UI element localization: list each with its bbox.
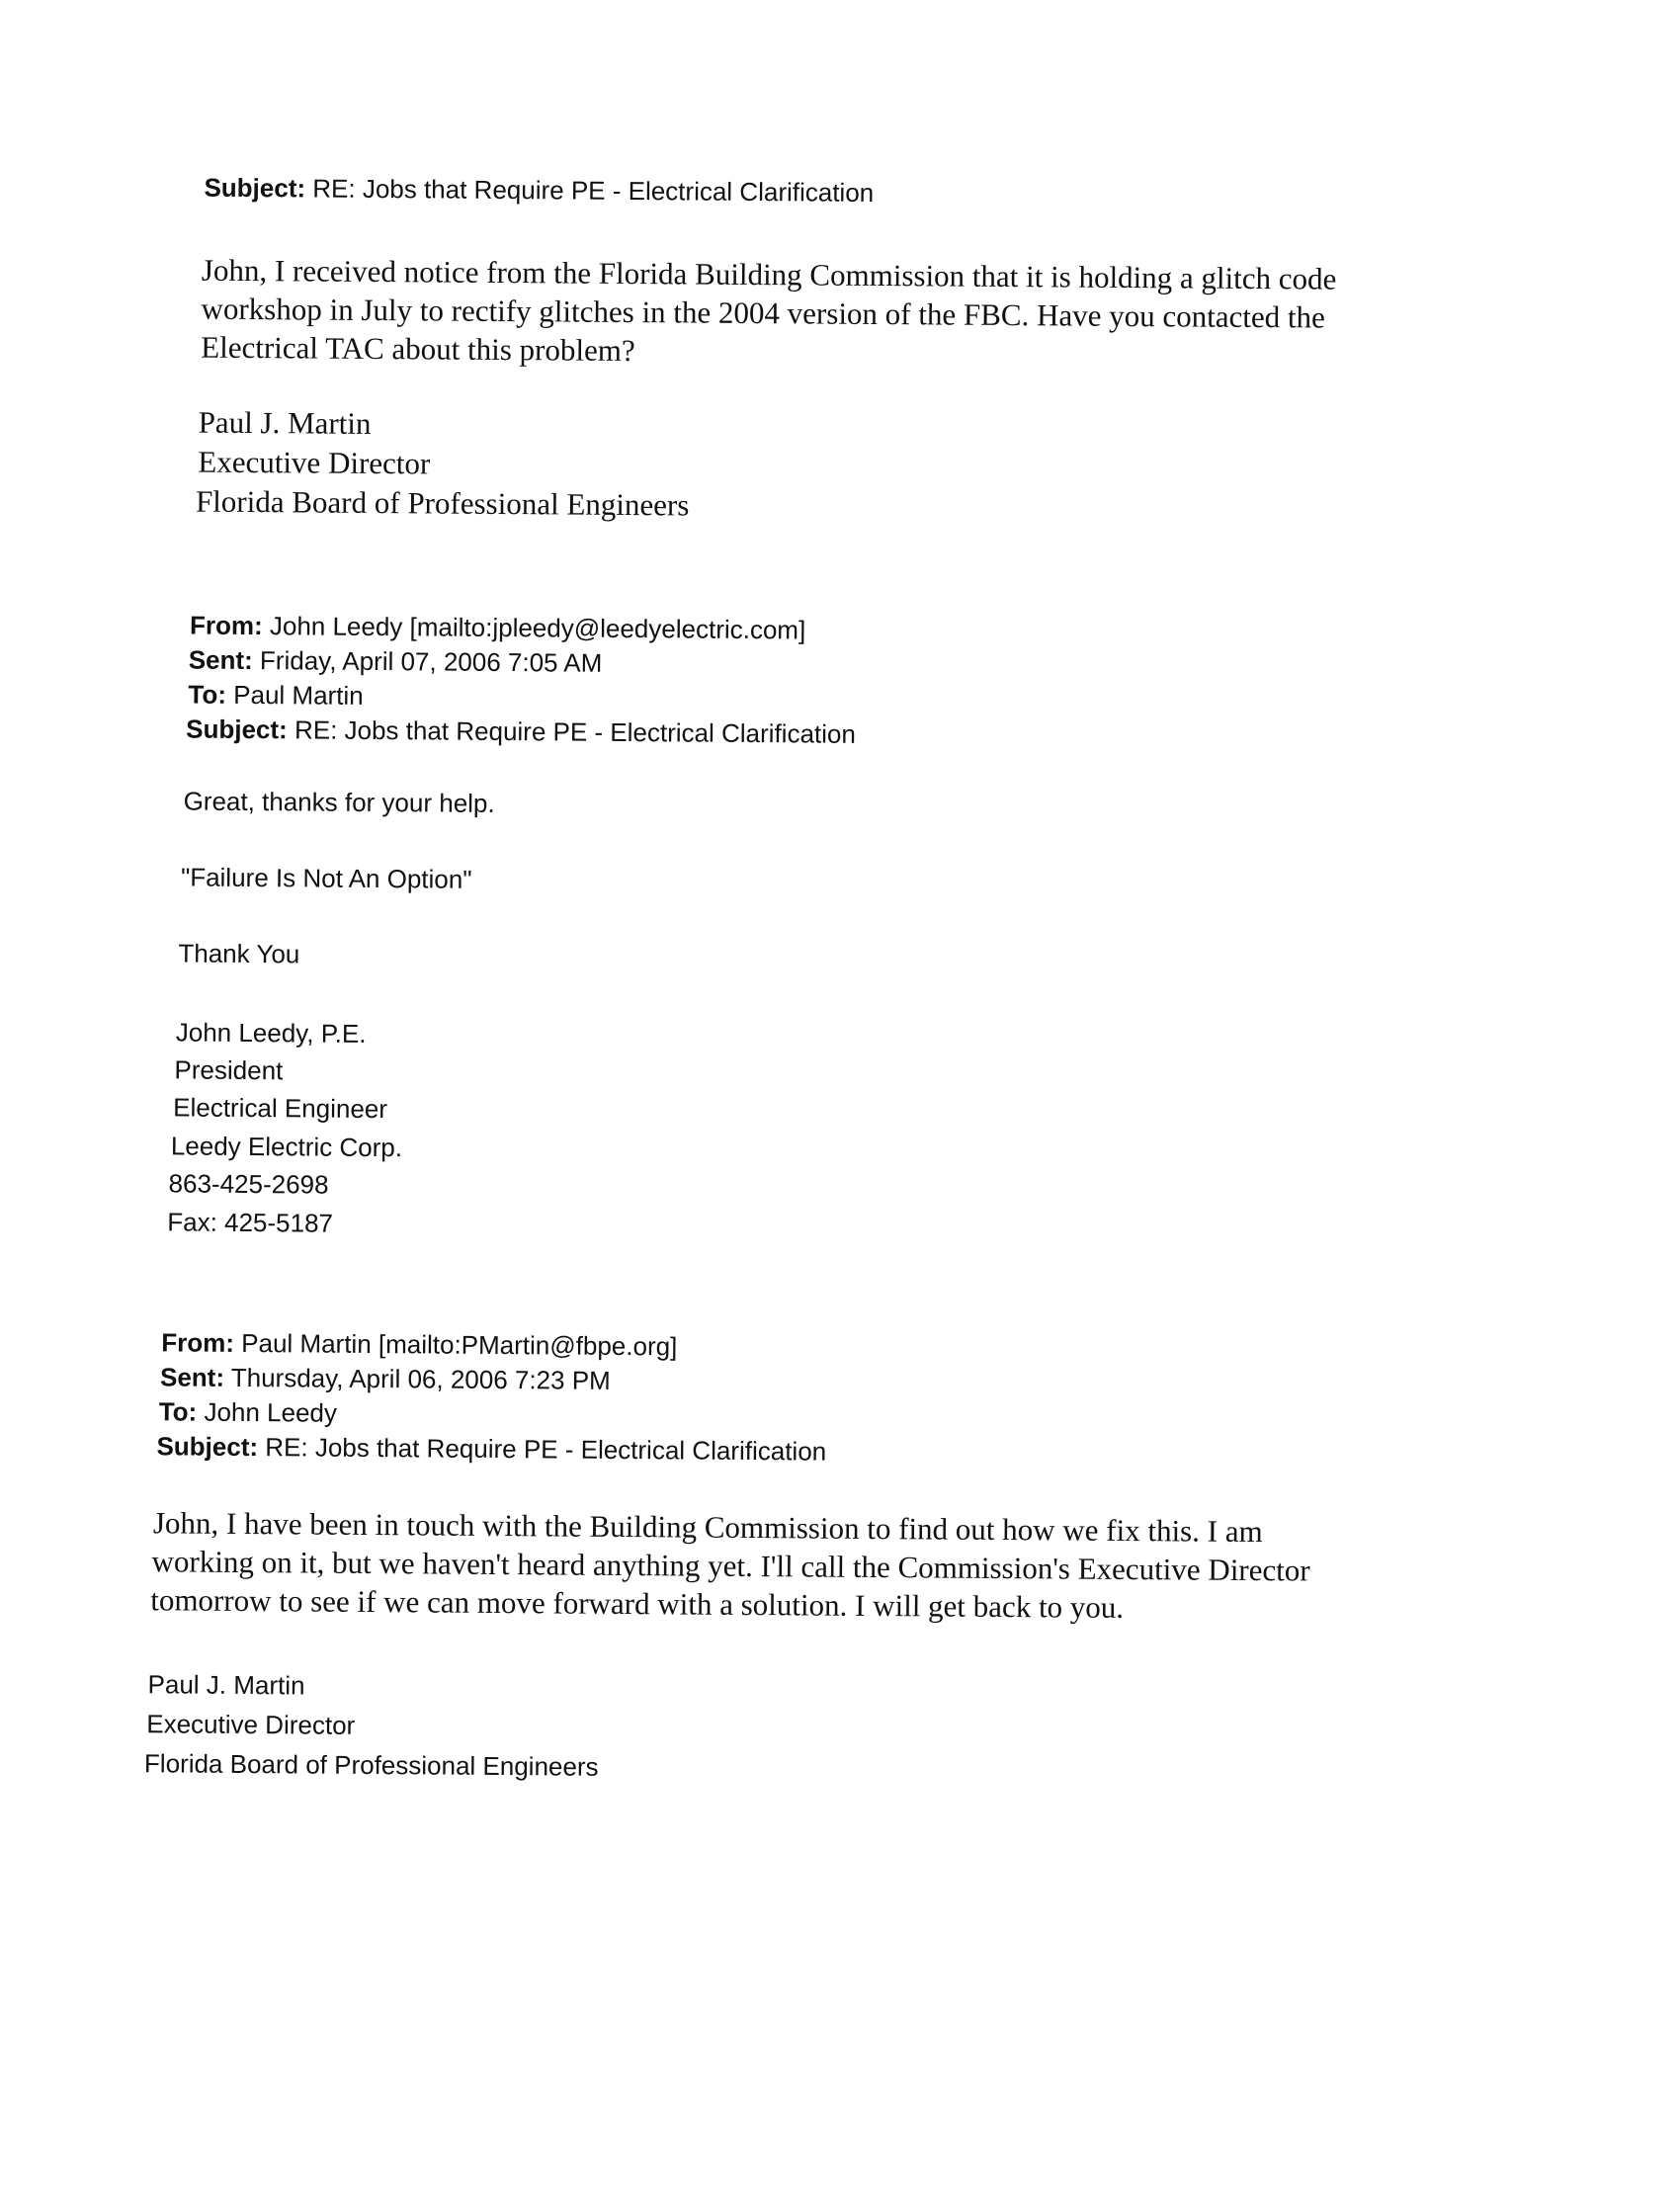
body-line: tomorrow to see if we can move forward with a solution. I will get back to you. [150,1582,1125,1625]
sent-label: Sent: [159,1362,225,1392]
signature-line: Paul J. Martin [147,1669,305,1701]
signature-line: Florida Board of Professional Engineers [143,1748,599,1782]
from-line [189,610,806,645]
signature-line: Fax: 425-5187 [167,1207,334,1238]
sent-line [188,644,603,678]
subject-value: RE: Jobs that Require PE - Electrical Clarification [312,173,875,208]
body-line: "Failure Is Not An Option" [180,862,472,894]
to-label: To: [158,1396,198,1427]
signature-line: Electrical Engineer [173,1092,388,1125]
body-line: Thank You [178,938,300,969]
subject-label: Subject: [156,1431,259,1463]
signature-line: John Leedy, P.E. [175,1017,367,1049]
sent-value: Friday, April 07, 2006 7:05 AM [259,645,603,678]
to-line [158,1396,338,1428]
body-line: Electrical TAC about this problem? [201,329,635,369]
subject-value: RE: Jobs that Require PE - Electrical Clarification [294,715,857,749]
body-line: Great, thanks for your help. [183,786,495,818]
subject-line [186,716,856,747]
body-line: working on it, but we haven't heard anything yet. I'll call the Commission's Executive Director [151,1544,1310,1588]
body-line: John, I have been in touch with the Building Commission to find out how we fix this. I am [152,1505,1263,1550]
subject-value: RE: Jobs that Require PE - Electrical Clarification [265,1432,827,1467]
sent-value: Thursday, April 06, 2006 7:23 PM [230,1362,611,1395]
signature-line: President [174,1054,284,1086]
from-value: John Leedy [mailto:jpleedy@leedyelectric.com] [269,611,806,645]
signature-line: Paul J. Martin [198,404,372,441]
email-1 [0,0,1680,523]
from-label: From: [189,610,263,641]
to-value: Paul Martin [233,679,364,711]
sent-label: Sent: [188,644,253,676]
to-value: John Leedy [204,1396,338,1428]
body-line: workshop in July to rectify glitches in the 2004 version of the FBC. Have you contacted the [201,291,1325,335]
signature-line: Executive Director [146,1709,356,1740]
to-line [188,679,364,711]
subject-line [204,172,875,208]
to-label: To: [188,679,227,710]
signature-line: Leedy Electric Corp. [170,1131,403,1163]
from-line [161,1327,678,1362]
from-label: From: [161,1327,235,1358]
subject-label: Subject: [186,714,288,745]
from-value: Paul Martin [mailto:PMartin@fbpe.org] [241,1327,678,1362]
signature-line: Executive Director [198,444,431,481]
sent-line [160,1364,611,1393]
body-line: John, I received notice from the Florida Building Commission that it is holding a glitch code [201,252,1337,296]
signature-line: Florida Board of Professional Engineers [195,483,690,523]
subject-line [156,1431,827,1467]
subject-label: Subject: [204,172,306,204]
signature-line: 863-425-2698 [168,1168,329,1200]
